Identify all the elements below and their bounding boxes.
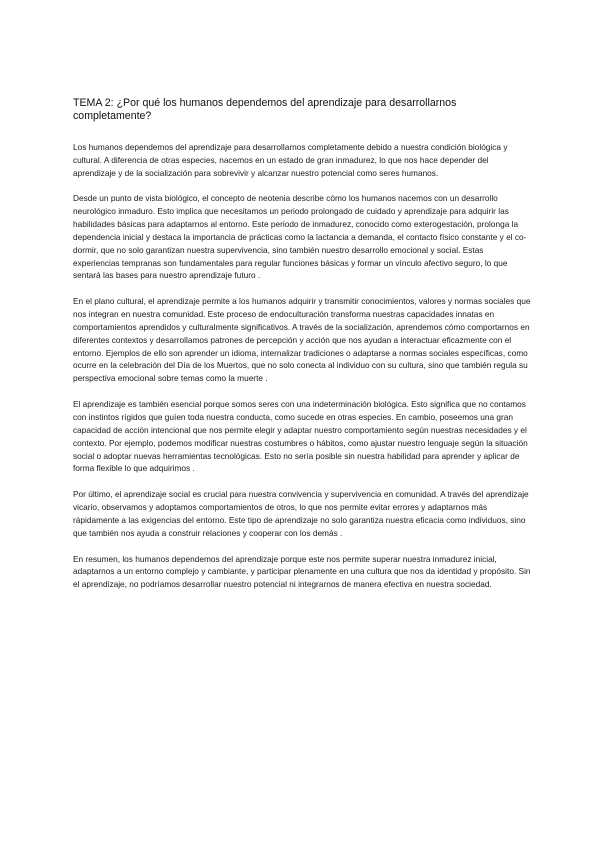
paragraph-social-learning: Por último, el aprendizaje social es crucial para nuestra convivencia y supervivencia en comunidad. A través del aprendizaje vicario, observamos y adoptamos comportamientos de otros, lo que nos permite evitar errores y adaptarnos más rápidamente a las exigencias del entorno. Este tipo de aprendizaje no solo garantiza nuestra eficacia como individuos, sino que también nos ayuda a construir relaciones y cooperar con los demás . [73, 489, 529, 538]
paragraph-intro: Los humanos dependemos del aprendizaje para desarrollarnos completamente debido a nuestra condición biológica y cultural. A diferencia de otras especies, nacemos en un estado de gran inmadurez, lo que nos hace depender del aprendizaje y de la socialización para sobrevivir y alcanzar nuestro potencial como seres humanos. [73, 141, 508, 178]
document-body [73, 97, 531, 604]
paragraph-conclusion: En resumen, los humanos dependemos del aprendizaje porque este nos permite superar nuestra inmadurez inicial, adaptarnos a un entorno complejo y cambiante, y participar plenamente en una cultura que nos da identidad y propósito. Sin el aprendizaje, no podríamos desarrollar nuestro potencial ni integrarnos de manera efectiva en nuestra sociedad. [73, 553, 531, 590]
paragraph-cultural: En el plano cultural, el aprendizaje permite a los humanos adquirir y transmitir conocimientos, valores y normas sociales que nos integran en nuestra comunidad. Este proceso de endoculturación transforma nuestras capacidades innatas en comportamientos aprendidos y culturalmente significativos. A través de la socialización, aprendemos cómo comportarnos en diferentes contextos y desarrollamos patrones de percepción y acción que nos ayudan a interactuar eficazmente con el entorno. Ejemplos de ello son aprender un idioma, internalizar tradiciones o adaptarse a normas sociales específicas, como ocurre en la celebración del Día de los Muertos, que no solo conecta al individuo con su cultura, sino que también regula su perspectiva emocional sobre temas como la muerte . [73, 296, 531, 384]
paragraph-indeterminacy: El aprendizaje es también esencial porque somos seres con una indeterminación biológica. Esto significa que no contamos con instintos rígidos que guíen toda nuestra conducta, como sucede en otras especies. En cambio, poseemos una gran capacidad de acción intencional que nos permite elegir y adaptar nuestro comportamiento según nuestras necesidades y el contexto. Por ejemplo, podemos modificar nuestras costumbres o hábitos, como ajustar nuestro lenguaje según la situación social o adoptar nuevas herramientas tecnológicas. Esto no sería posible sin nuestra habilidad para aprender y aplicar de forma flexible lo que adquirimos . [73, 399, 528, 474]
paragraph-biological: Desde un punto de vista biológico, el concepto de neotenia describe cómo los humanos nacemos con un desarrollo neurológico inmaduro. Esto implica que necesitamos un periodo prolongado de cuidado y aprendizaje para adquirir las habilidades básicas para adaptarnos al entorno. Este periodo de inmadurez, conocido como exterogestación, prolonga la dependencia inicial y destaca la importancia de prácticas como la lactancia a demanda, el contacto físico constante y el co-dormir, que no solo garantizan nuestra supervivencia, sino también nuestro desarrollo emocional y social. Estas experiencias tempranas son fundamentales para regular funciones básicas y formar un vínculo afectivo seguro, lo que sentará las bases para nuestro aprendizaje futuro . [73, 193, 527, 281]
document-title: TEMA 2: ¿Por qué los humanos dependemos del aprendizaje para desarrollarnos completamente? [73, 97, 457, 123]
